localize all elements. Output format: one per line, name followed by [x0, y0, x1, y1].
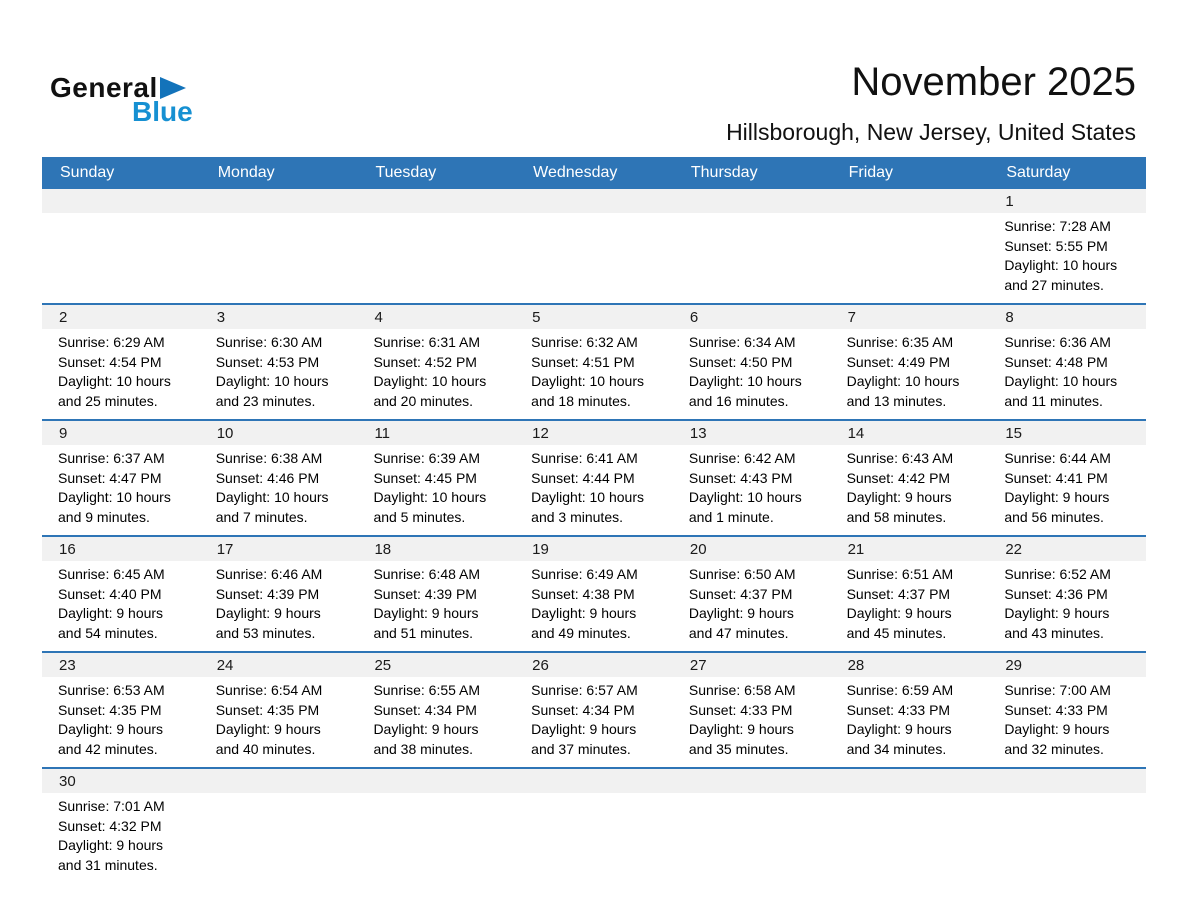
- day-cell: [42, 653, 200, 767]
- sunset-text: Sunset: 4:32 PM: [58, 817, 162, 834]
- daylight-hours-text: Daylight: 10 hours: [846, 373, 960, 389]
- daylight-hours-text: Daylight: 9 hours: [531, 605, 637, 621]
- sunrise-text: Sunrise: 6:58 AM: [688, 682, 796, 698]
- day-details: [200, 445, 358, 535]
- sunrise-text: Sunrise: 6:35 AM: [846, 334, 954, 350]
- day-cell: [42, 769, 200, 883]
- day-details: [515, 677, 673, 767]
- day-cell: [831, 537, 989, 651]
- day-details: [988, 445, 1146, 535]
- day-cell: [831, 653, 989, 767]
- day-number: 27: [673, 653, 831, 677]
- empty-day-cell: [200, 769, 358, 883]
- empty-day-cell: [988, 769, 1146, 883]
- daylight-hours-text: Daylight: 10 hours: [688, 373, 802, 389]
- day-cell: [42, 421, 200, 535]
- title-block: [726, 60, 1136, 146]
- sunset-text: Sunset: 4:38 PM: [531, 585, 635, 602]
- day-number: 13: [673, 421, 831, 445]
- day-number: 15: [988, 421, 1146, 445]
- sunrise-text: Sunrise: 6:48 AM: [373, 566, 481, 582]
- week-row: [42, 419, 1146, 535]
- daylight-minutes-text: and 1 minute.: [688, 508, 774, 525]
- day-number: 1: [988, 189, 1146, 213]
- day-number: [42, 189, 200, 213]
- day-number: 4: [357, 305, 515, 329]
- sunrise-text: Sunrise: 6:46 AM: [215, 566, 323, 582]
- logo-text-blue: Blue: [132, 96, 193, 127]
- day-cell: [673, 537, 831, 651]
- daylight-hours-text: Daylight: 9 hours: [688, 605, 794, 621]
- daylight-minutes-text: and 13 minutes.: [846, 392, 947, 409]
- day-number: 9: [42, 421, 200, 445]
- day-cell: [988, 421, 1146, 535]
- month-title: November 2025: [851, 60, 1136, 104]
- day-number: 14: [831, 421, 989, 445]
- day-details: [42, 561, 200, 651]
- daylight-minutes-text: and 49 minutes.: [531, 624, 631, 641]
- day-number: [357, 769, 515, 793]
- sunset-text: Sunset: 4:50 PM: [688, 353, 793, 370]
- daylight-minutes-text: and 53 minutes.: [215, 624, 316, 641]
- day-details: [988, 561, 1146, 651]
- empty-day-cell: [673, 189, 831, 303]
- sunset-text: Sunset: 4:39 PM: [215, 585, 320, 602]
- day-details: [515, 329, 673, 419]
- day-number: 16: [42, 537, 200, 561]
- daylight-minutes-text: and 23 minutes.: [215, 392, 316, 409]
- empty-day-cell: [515, 189, 673, 303]
- daylight-minutes-text: and 40 minutes.: [215, 740, 316, 757]
- daylight-hours-text: Daylight: 10 hours: [215, 489, 329, 505]
- day-number: 24: [200, 653, 358, 677]
- day-cell: [515, 421, 673, 535]
- daylight-minutes-text: and 42 minutes.: [58, 740, 158, 757]
- daylight-hours-text: Daylight: 9 hours: [1004, 605, 1110, 621]
- daylight-hours-text: Daylight: 9 hours: [846, 489, 952, 505]
- day-details: [357, 677, 515, 767]
- sunrise-text: Sunrise: 6:52 AM: [1004, 566, 1111, 582]
- day-cell: [200, 305, 358, 419]
- day-details: [357, 329, 515, 419]
- day-number: [200, 189, 358, 213]
- day-cell: [515, 653, 673, 767]
- sunset-text: Sunset: 4:43 PM: [688, 469, 793, 486]
- day-number: [831, 769, 989, 793]
- day-number: [515, 769, 673, 793]
- daylight-hours-text: Daylight: 9 hours: [688, 721, 794, 737]
- day-number: [988, 769, 1146, 793]
- daylight-minutes-text: and 31 minutes.: [58, 856, 158, 873]
- sunset-text: Sunset: 4:47 PM: [58, 469, 162, 486]
- day-details: [515, 445, 673, 535]
- daylight-minutes-text: and 20 minutes.: [373, 392, 474, 409]
- sunrise-text: Sunrise: 6:45 AM: [58, 566, 165, 582]
- empty-day-cell: [357, 189, 515, 303]
- sunrise-text: Sunrise: 6:54 AM: [215, 682, 323, 698]
- day-details: [673, 445, 831, 535]
- daylight-hours-text: Daylight: 10 hours: [1004, 373, 1118, 389]
- weekday-tuesday: Tuesday: [375, 164, 437, 181]
- sunset-text: Sunset: 5:55 PM: [1004, 237, 1108, 254]
- day-cell: [200, 537, 358, 651]
- day-details: [831, 677, 989, 767]
- day-cell: [200, 421, 358, 535]
- day-details: [42, 445, 200, 535]
- day-number: [831, 189, 989, 213]
- sunrise-text: Sunrise: 6:37 AM: [58, 450, 165, 466]
- daylight-minutes-text: and 9 minutes.: [58, 508, 150, 525]
- calendar-weeks: [42, 189, 1146, 883]
- daylight-minutes-text: and 45 minutes.: [846, 624, 947, 641]
- sunrise-text: Sunrise: 6:36 AM: [1004, 334, 1111, 350]
- week-row: [42, 535, 1146, 651]
- daylight-minutes-text: and 37 minutes.: [531, 740, 631, 757]
- day-details: [200, 561, 358, 651]
- daylight-minutes-text: and 34 minutes.: [846, 740, 947, 757]
- weekday-thursday: Thursday: [690, 164, 758, 181]
- sunset-text: Sunset: 4:48 PM: [1004, 353, 1108, 370]
- day-cell: [357, 653, 515, 767]
- day-details: [42, 677, 200, 767]
- sunset-text: Sunset: 4:37 PM: [846, 585, 951, 602]
- empty-day-cell: [200, 189, 358, 303]
- daylight-hours-text: Daylight: 9 hours: [58, 605, 164, 621]
- day-number: 26: [515, 653, 673, 677]
- location-subtitle: Hillsborough, New Jersey, United States: [726, 119, 1136, 145]
- daylight-hours-text: Daylight: 10 hours: [58, 489, 171, 505]
- daylight-hours-text: Daylight: 10 hours: [688, 489, 802, 505]
- daylight-hours-text: Daylight: 9 hours: [373, 605, 479, 621]
- sunrise-text: Sunrise: 6:31 AM: [373, 334, 481, 350]
- empty-day-cell: [357, 769, 515, 883]
- day-cell: [515, 305, 673, 419]
- day-number: 10: [200, 421, 358, 445]
- day-details: [357, 445, 515, 535]
- daylight-minutes-text: and 7 minutes.: [215, 508, 308, 525]
- day-details: [988, 329, 1146, 419]
- logo-text-general: General: [50, 72, 158, 103]
- daylight-minutes-text: and 38 minutes.: [373, 740, 474, 757]
- sunset-text: Sunset: 4:36 PM: [1004, 585, 1108, 602]
- day-details: [673, 329, 831, 419]
- weekday-header-row: [42, 157, 1146, 189]
- day-details: [673, 561, 831, 651]
- day-cell: [357, 421, 515, 535]
- day-number: 7: [831, 305, 989, 329]
- day-number: 6: [673, 305, 831, 329]
- day-number: 19: [515, 537, 673, 561]
- day-cell: [42, 305, 200, 419]
- sunset-text: Sunset: 4:54 PM: [58, 353, 162, 370]
- day-cell: [988, 537, 1146, 651]
- day-number: [673, 769, 831, 793]
- day-cell: [831, 421, 989, 535]
- day-cell: [42, 537, 200, 651]
- calendar: [42, 157, 1146, 883]
- weekday-friday: Friday: [848, 164, 894, 181]
- day-cell: [673, 421, 831, 535]
- day-number: 11: [357, 421, 515, 445]
- sunset-text: Sunset: 4:51 PM: [531, 353, 635, 370]
- page-header: [0, 0, 1188, 157]
- day-details: [515, 561, 673, 651]
- day-details: [42, 793, 200, 883]
- day-cell: [831, 305, 989, 419]
- daylight-hours-text: Daylight: 9 hours: [58, 721, 164, 737]
- week-row: [42, 767, 1146, 883]
- daylight-minutes-text: and 18 minutes.: [531, 392, 631, 409]
- sunrise-text: Sunrise: 6:43 AM: [846, 450, 954, 466]
- daylight-hours-text: Daylight: 9 hours: [531, 721, 637, 737]
- daylight-hours-text: Daylight: 9 hours: [846, 721, 952, 737]
- sunset-text: Sunset: 4:35 PM: [215, 701, 320, 718]
- day-number: 3: [200, 305, 358, 329]
- sunset-text: Sunset: 4:39 PM: [373, 585, 477, 602]
- general-blue-logo: [50, 74, 193, 126]
- sunrise-text: Sunrise: 6:50 AM: [688, 566, 796, 582]
- week-row: [42, 651, 1146, 767]
- daylight-minutes-text: and 35 minutes.: [688, 740, 789, 757]
- day-number: 17: [200, 537, 358, 561]
- sunset-text: Sunset: 4:35 PM: [58, 701, 162, 718]
- day-number: 8: [988, 305, 1146, 329]
- day-details: [357, 561, 515, 651]
- empty-day-cell: [515, 769, 673, 883]
- sunset-text: Sunset: 4:42 PM: [846, 469, 951, 486]
- sunrise-text: Sunrise: 6:30 AM: [215, 334, 323, 350]
- daylight-minutes-text: and 54 minutes.: [58, 624, 158, 641]
- sunrise-text: Sunrise: 7:01 AM: [58, 798, 165, 814]
- sunset-text: Sunset: 4:53 PM: [215, 353, 320, 370]
- sunset-text: Sunset: 4:33 PM: [846, 701, 951, 718]
- day-cell: [988, 189, 1146, 303]
- day-number: 18: [357, 537, 515, 561]
- daylight-hours-text: Daylight: 9 hours: [846, 605, 952, 621]
- day-details: [200, 329, 358, 419]
- daylight-hours-text: Daylight: 10 hours: [215, 373, 329, 389]
- day-number: [357, 189, 515, 213]
- day-details: [831, 561, 989, 651]
- sunrise-text: Sunrise: 6:39 AM: [373, 450, 481, 466]
- daylight-minutes-text: and 25 minutes.: [58, 392, 158, 409]
- daylight-hours-text: Daylight: 9 hours: [1004, 489, 1110, 505]
- sunrise-text: Sunrise: 6:38 AM: [215, 450, 323, 466]
- sunset-text: Sunset: 4:34 PM: [373, 701, 477, 718]
- daylight-minutes-text: and 56 minutes.: [1004, 508, 1104, 525]
- sunset-text: Sunset: 4:33 PM: [688, 701, 793, 718]
- daylight-minutes-text: and 5 minutes.: [373, 508, 466, 525]
- day-number: 12: [515, 421, 673, 445]
- sunrise-text: Sunrise: 6:29 AM: [58, 334, 165, 350]
- sunrise-text: Sunrise: 7:00 AM: [1004, 682, 1111, 698]
- sunset-text: Sunset: 4:46 PM: [215, 469, 320, 486]
- day-details: [988, 677, 1146, 767]
- weekday-sunday: Sunday: [60, 164, 115, 181]
- week-row: [42, 189, 1146, 303]
- sunset-text: Sunset: 4:37 PM: [688, 585, 793, 602]
- empty-day-cell: [673, 769, 831, 883]
- daylight-hours-text: Daylight: 10 hours: [1004, 257, 1118, 273]
- day-number: [673, 189, 831, 213]
- sunrise-text: Sunrise: 6:32 AM: [531, 334, 638, 350]
- daylight-minutes-text: and 51 minutes.: [373, 624, 474, 641]
- sunset-text: Sunset: 4:40 PM: [58, 585, 162, 602]
- daylight-hours-text: Daylight: 10 hours: [373, 373, 487, 389]
- sunset-text: Sunset: 4:44 PM: [531, 469, 635, 486]
- day-cell: [988, 653, 1146, 767]
- empty-day-cell: [42, 189, 200, 303]
- daylight-minutes-text: and 47 minutes.: [688, 624, 789, 641]
- day-number: 28: [831, 653, 989, 677]
- sunset-text: Sunset: 4:41 PM: [1004, 469, 1108, 486]
- daylight-minutes-text: and 16 minutes.: [688, 392, 789, 409]
- sunrise-text: Sunrise: 6:41 AM: [531, 450, 638, 466]
- weekday-monday: Monday: [217, 164, 275, 181]
- sunrise-text: Sunrise: 6:59 AM: [846, 682, 954, 698]
- day-cell: [988, 305, 1146, 419]
- sunrise-text: Sunrise: 6:42 AM: [688, 450, 796, 466]
- day-cell: [673, 305, 831, 419]
- daylight-minutes-text: and 43 minutes.: [1004, 624, 1104, 641]
- daylight-hours-text: Daylight: 9 hours: [373, 721, 479, 737]
- day-number: 2: [42, 305, 200, 329]
- sunrise-text: Sunrise: 6:44 AM: [1004, 450, 1111, 466]
- daylight-minutes-text: and 11 minutes.: [1004, 392, 1103, 409]
- weekday-wednesday: Wednesday: [533, 164, 618, 181]
- day-number: 25: [357, 653, 515, 677]
- daylight-hours-text: Daylight: 9 hours: [58, 837, 164, 853]
- day-cell: [673, 653, 831, 767]
- daylight-hours-text: Daylight: 9 hours: [215, 605, 321, 621]
- sunrise-text: Sunrise: 6:49 AM: [531, 566, 638, 582]
- sunrise-text: Sunrise: 6:34 AM: [688, 334, 796, 350]
- day-number: 23: [42, 653, 200, 677]
- daylight-hours-text: Daylight: 10 hours: [531, 489, 644, 505]
- day-cell: [357, 305, 515, 419]
- sunrise-text: Sunrise: 6:55 AM: [373, 682, 481, 698]
- sunset-text: Sunset: 4:33 PM: [1004, 701, 1108, 718]
- day-number: 5: [515, 305, 673, 329]
- day-cell: [200, 653, 358, 767]
- day-number: 20: [673, 537, 831, 561]
- sunrise-text: Sunrise: 6:57 AM: [531, 682, 638, 698]
- sunset-text: Sunset: 4:34 PM: [531, 701, 635, 718]
- day-details: [200, 677, 358, 767]
- day-number: 29: [988, 653, 1146, 677]
- daylight-minutes-text: and 3 minutes.: [531, 508, 623, 525]
- sunset-text: Sunset: 4:52 PM: [373, 353, 477, 370]
- day-number: [200, 769, 358, 793]
- weekday-saturday: Saturday: [1006, 164, 1071, 181]
- sunset-text: Sunset: 4:49 PM: [846, 353, 951, 370]
- daylight-hours-text: Daylight: 10 hours: [58, 373, 171, 389]
- day-details: [831, 445, 989, 535]
- day-cell: [357, 537, 515, 651]
- day-number: 21: [831, 537, 989, 561]
- daylight-minutes-text: and 58 minutes.: [846, 508, 947, 525]
- sunset-text: Sunset: 4:45 PM: [373, 469, 477, 486]
- sunrise-text: Sunrise: 6:51 AM: [846, 566, 954, 582]
- day-cell: [515, 537, 673, 651]
- empty-day-cell: [831, 769, 989, 883]
- sunrise-text: Sunrise: 6:53 AM: [58, 682, 165, 698]
- daylight-minutes-text: and 32 minutes.: [1004, 740, 1104, 757]
- day-details: [42, 329, 200, 419]
- daylight-hours-text: Daylight: 10 hours: [373, 489, 487, 505]
- day-number: 30: [42, 769, 200, 793]
- daylight-minutes-text: and 27 minutes.: [1004, 276, 1104, 293]
- empty-day-cell: [831, 189, 989, 303]
- daylight-hours-text: Daylight: 9 hours: [1004, 721, 1110, 737]
- day-details: [988, 213, 1146, 303]
- daylight-hours-text: Daylight: 9 hours: [215, 721, 321, 737]
- week-row: [42, 303, 1146, 419]
- day-number: 22: [988, 537, 1146, 561]
- day-details: [673, 677, 831, 767]
- sunrise-text: Sunrise: 7:28 AM: [1004, 218, 1111, 234]
- day-number: [515, 189, 673, 213]
- daylight-hours-text: Daylight: 10 hours: [531, 373, 644, 389]
- day-details: [831, 329, 989, 419]
